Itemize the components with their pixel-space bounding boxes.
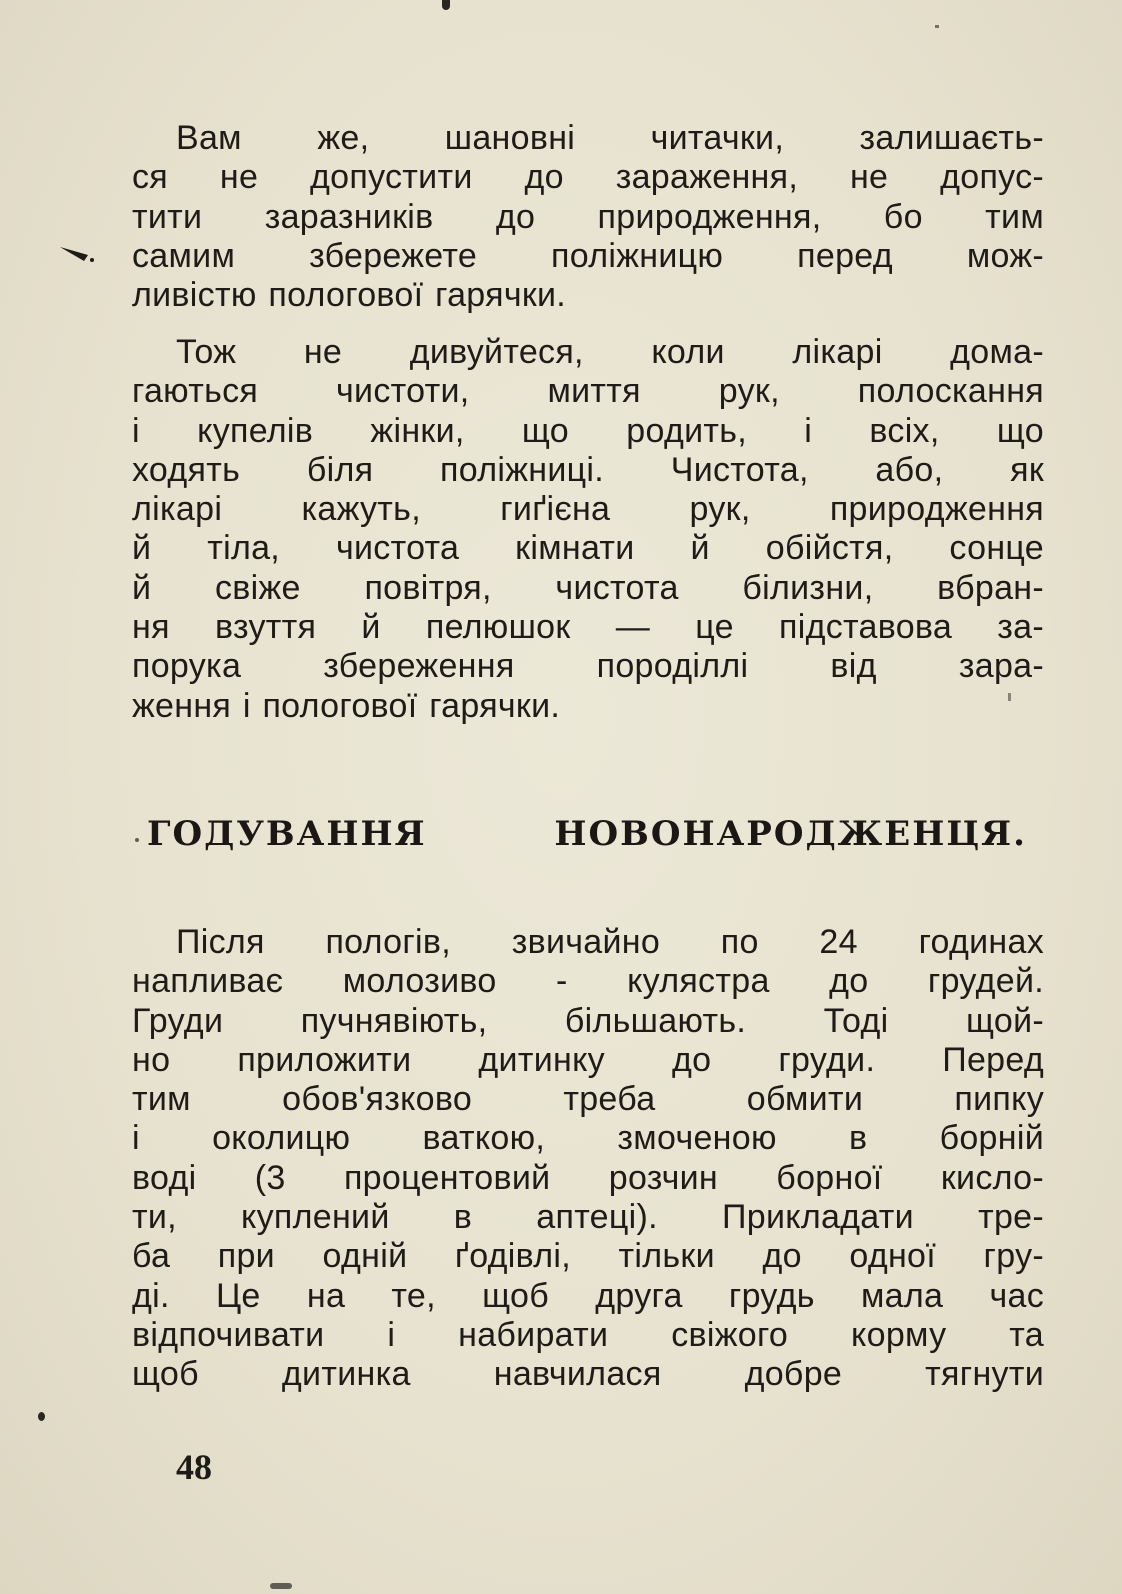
ink-speck xyxy=(1008,693,1011,701)
ink-speck xyxy=(935,25,939,28)
ink-speck xyxy=(135,838,139,842)
text-line: лікарі кажуть, гиґієна рук, природження xyxy=(132,490,1044,529)
page-number: 48 xyxy=(176,1447,212,1487)
text-line: самим збережете поліжницю перед мож- xyxy=(132,236,1044,275)
text-line: ливістю пологової гарячки. xyxy=(132,276,567,315)
text-line: і околицю ваткою, змоченою в борній xyxy=(132,1119,1044,1158)
arrow-mark-icon xyxy=(58,245,98,265)
text-line: Після пологів, звичайно по 24 годинах xyxy=(176,923,1044,961)
paragraph-cleanliness xyxy=(132,333,1044,726)
heading-word: ГОДУВАННЯ xyxy=(147,814,427,854)
text-line: напливає молозиво - кулястра до грудей. xyxy=(132,962,1044,1001)
text-line: і купелів жінки, що родить, і всіх, що xyxy=(132,411,1044,450)
ink-mark xyxy=(442,0,450,10)
text-line: ді. Це на те, щоб друга грудь мала час xyxy=(132,1276,1044,1315)
text-line: ба при одній ґодівлі, тільки до одної гру- xyxy=(132,1237,1044,1276)
text-line: но приложити дитинку до груди. Перед xyxy=(132,1040,1044,1079)
paragraph-feeding xyxy=(132,923,1044,1395)
section-heading xyxy=(147,814,1027,854)
paragraph-contamination xyxy=(132,119,1044,315)
text-line: гаються чистоти, миття рук, полоскання xyxy=(132,372,1044,411)
text-line: й свіже повітря, чистота білизни, вбран- xyxy=(132,568,1044,607)
text-line: порука збереження породіллі від зара- xyxy=(132,647,1044,686)
text-line: ження і пологової гарячки. xyxy=(132,686,561,725)
ink-dot xyxy=(38,1412,45,1421)
text-line: й тіла, чистота кімнати й обійстя, сонце xyxy=(132,529,1044,568)
text-line: тити заразників до природження, бо тим xyxy=(132,197,1044,236)
text-line: ходять біля поліжниці. Чистота, або, як xyxy=(132,450,1044,489)
text-line: ся не допустити до зараження, не допус- xyxy=(132,158,1044,197)
text-line: Тож не дивуйтеся, коли лікарі дома- xyxy=(176,333,1044,371)
text-line: тим обов'язково треба обмити пипку xyxy=(132,1080,1044,1119)
text-line: щоб дитинка навчилася добре тягнути xyxy=(132,1355,1044,1394)
text-line: ня взуття й пелюшок — це підставова за- xyxy=(132,608,1044,647)
ink-mark xyxy=(270,1583,292,1589)
text-line: ти, куплений в аптеці). Прикладати тре- xyxy=(132,1198,1044,1237)
text-line: відпочивати і набирати свіжого корму та xyxy=(132,1315,1044,1354)
text-line: воді (3 процентовий розчин борної кисло- xyxy=(132,1158,1044,1197)
text-line: Вам же, шановні читачки, залишаєть- xyxy=(176,119,1044,157)
text-line: Груди пучнявіють, більшають. Тоді щой- xyxy=(132,1001,1044,1040)
heading-word: НОВОНАРОДЖЕНЦЯ. xyxy=(554,814,1027,854)
